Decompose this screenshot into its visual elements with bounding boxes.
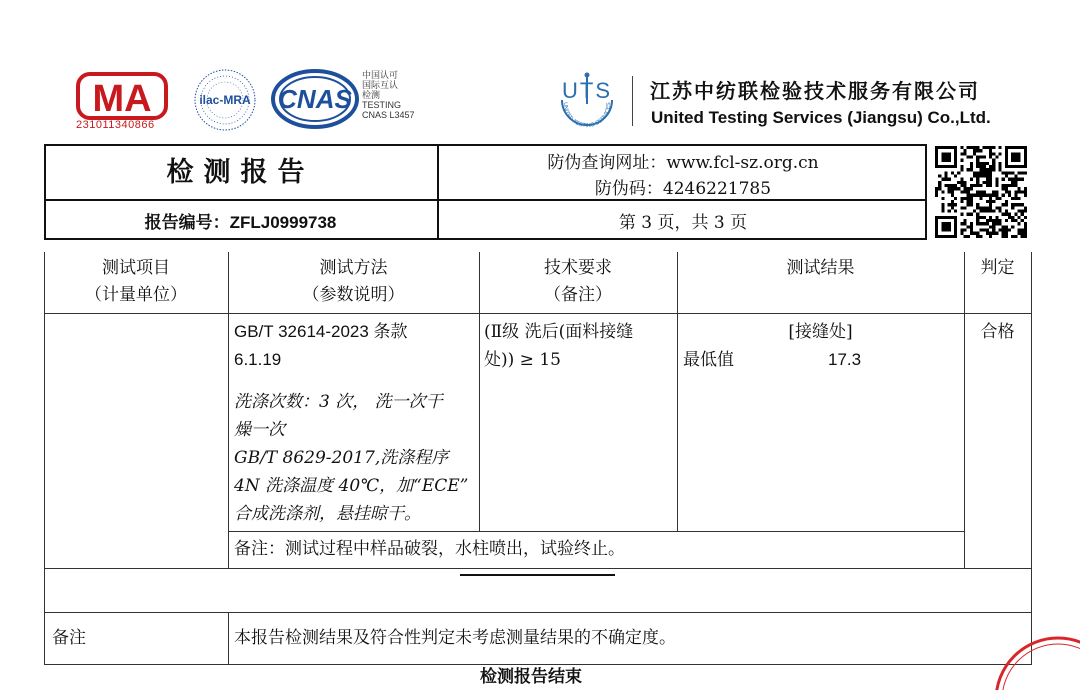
cnas-side-line: 检测 bbox=[362, 90, 381, 100]
qr-code bbox=[935, 146, 1027, 238]
method-line: 洗涤次数：3 次， 洗一次干 bbox=[234, 392, 443, 412]
table-row-line bbox=[228, 531, 965, 532]
table-row-line bbox=[44, 568, 1032, 569]
remarks-label: 备注 bbox=[52, 628, 86, 648]
company-stamp bbox=[988, 630, 1080, 690]
ilac-text: ilac-MRA bbox=[199, 93, 251, 107]
report-end-text: 检测报告结束 bbox=[480, 667, 582, 687]
method-line: GB/T 32614-2023 条款 bbox=[234, 322, 408, 341]
header-requirement bbox=[479, 255, 677, 309]
remarks-text: 本报告检测结果及符合性判定未考虑测量结果的不确定度。 bbox=[234, 628, 676, 648]
header-result bbox=[677, 255, 964, 282]
verify-code: 防伪码：4246221785 bbox=[594, 179, 772, 199]
cnas-text: CNAS bbox=[278, 84, 352, 114]
uts-letters: UTS bbox=[562, 78, 612, 103]
svg-text:UNITED TESTING SERVICES bbox=[562, 102, 612, 129]
table-col-line bbox=[228, 612, 229, 665]
company-divider bbox=[632, 76, 633, 126]
test-note: 备注：测试过程中样品破裂，水柱喷出，试验终止。 bbox=[234, 539, 625, 559]
report-title: 检测报告 bbox=[166, 157, 315, 188]
header-test-item bbox=[44, 255, 228, 309]
header-divider bbox=[44, 199, 927, 201]
cnas-logo bbox=[270, 68, 360, 130]
table-row-line bbox=[44, 313, 1032, 314]
uts-logo bbox=[556, 70, 618, 130]
method-params bbox=[234, 388, 479, 528]
header-judgement bbox=[964, 255, 1031, 282]
cma-text: MA bbox=[92, 78, 152, 120]
report-number: 报告编号：ZFLJ0999738 bbox=[144, 213, 337, 232]
cma-number: 231011340866 bbox=[76, 119, 155, 131]
header-line: 测试方法 bbox=[319, 258, 388, 278]
method-line: 合成洗涤剂，悬挂晾干。 bbox=[234, 504, 421, 524]
table-col-line bbox=[677, 252, 678, 531]
result-value: 17.3 bbox=[828, 350, 862, 369]
requirement-line: (Ⅱ级 洗后(面料接缝 bbox=[484, 322, 634, 342]
method-line: 燥一次 bbox=[234, 420, 285, 440]
method-line: 6.1.19 bbox=[234, 350, 282, 369]
table-col-line bbox=[964, 252, 965, 568]
header-line: （参数说明） bbox=[302, 285, 405, 305]
page-info: 第 3 页，共 3 页 bbox=[618, 213, 748, 233]
separator-dash bbox=[460, 574, 615, 576]
cma-logo bbox=[76, 72, 168, 120]
cnas-side-line: TESTING bbox=[362, 100, 402, 110]
cnas-side-line: 中国认可 bbox=[362, 70, 399, 80]
result-label: 最低值 bbox=[683, 350, 734, 370]
table-row-line bbox=[44, 612, 1032, 613]
verify-url: 防伪查询网址：www.fcl-sz.org.cn bbox=[547, 153, 819, 173]
requirement-line: 处)) ≥ 15 bbox=[484, 350, 561, 370]
judgement-value: 合格 bbox=[980, 322, 1015, 342]
cnas-side-line: 国际互认 bbox=[362, 80, 399, 90]
header-line: 测试项目 bbox=[102, 258, 170, 278]
technical-requirement bbox=[484, 318, 676, 374]
header-test-method bbox=[228, 255, 479, 309]
company-name-cn: 江苏中纺联检验技术服务有限公司 bbox=[650, 81, 980, 103]
header-line: （计量单位） bbox=[85, 285, 187, 305]
header-line: 测试结果 bbox=[786, 258, 855, 278]
header-line: 技术要求 bbox=[544, 258, 612, 278]
cnas-side-line: CNAS L3457 bbox=[362, 110, 415, 120]
header-line: （备注） bbox=[544, 285, 612, 305]
method-standard bbox=[234, 318, 479, 374]
header-line: 判定 bbox=[980, 258, 1015, 278]
cnas-side-text bbox=[362, 70, 415, 120]
company-name-en: United Testing Services (Jiangsu) Co.,Ltd. bbox=[651, 108, 991, 127]
method-line: 4N 洗涤温度 40℃，加“ECE” bbox=[234, 476, 469, 496]
uts-ring-text: UNITED TESTING SERVICES bbox=[561, 102, 613, 130]
result-title: [接缝处] bbox=[788, 322, 853, 342]
method-line: GB/T 8629-2017,洗涤程序 bbox=[234, 448, 449, 468]
ilac-mra-logo bbox=[190, 68, 260, 132]
